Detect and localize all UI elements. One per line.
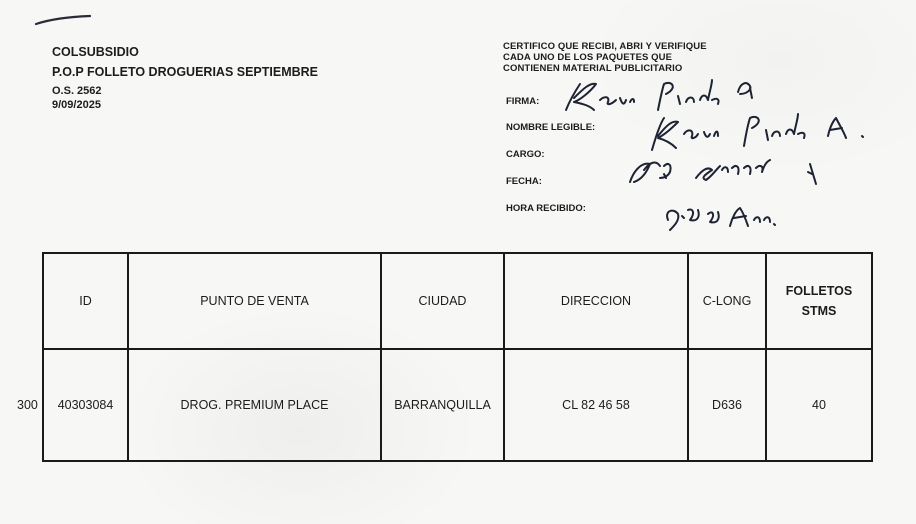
header-id: ID	[43, 253, 128, 349]
pen-mark	[34, 14, 94, 28]
handwritten-signature	[560, 70, 900, 240]
document-header	[52, 42, 318, 112]
cell-direccion: CL 82 46 58	[504, 349, 688, 461]
cell-punto-de-venta: DROG. PREMIUM PLACE	[128, 349, 381, 461]
cert-line-1: CERTIFICO QUE RECIBI, ABRI Y VERIFIQUE	[503, 41, 707, 52]
cell-id: 40303084	[43, 349, 128, 461]
company-name: COLSUBSIDIO	[52, 45, 139, 59]
nombre-label: NOMBRE LEGIBLE:	[506, 122, 596, 133]
hora-label: HORA RECIBIDO:	[506, 203, 586, 214]
cell-c-long: D636	[688, 349, 766, 461]
document-date: 9/09/2025	[52, 99, 101, 111]
cargo-label: CARGO:	[506, 149, 545, 160]
cert-line-2: CADA UNO DE LOS PAQUETES QUE	[503, 52, 673, 63]
document-title: P.O.P FOLLETO DROGUERIAS SEPTIEMBRE	[52, 65, 319, 79]
header-c-long: C-LONG	[688, 253, 766, 349]
cert-line-3: CONTIENEN MATERIAL PUBLICITARIO	[503, 63, 683, 74]
header-folletos-line-1: FOLLETOS	[785, 284, 853, 298]
header-direccion: DIRECCION	[504, 253, 688, 349]
table-row	[43, 349, 872, 461]
cell-ciudad: BARRANQUILLA	[381, 349, 504, 461]
firma-label: FIRMA:	[506, 96, 540, 107]
header-punto-de-venta: PUNTO DE VENTA	[128, 253, 381, 349]
row-number: 300	[17, 398, 38, 412]
fecha-label: FECHA:	[506, 176, 542, 187]
header-folletos	[766, 253, 872, 349]
order-number: O.S. 2562	[52, 85, 102, 97]
header-folletos-line-2: STMS	[801, 304, 837, 318]
table-header-row	[43, 253, 872, 349]
cell-folletos: 40	[766, 349, 872, 461]
delivery-table	[42, 252, 873, 462]
header-ciudad: CIUDAD	[381, 253, 504, 349]
